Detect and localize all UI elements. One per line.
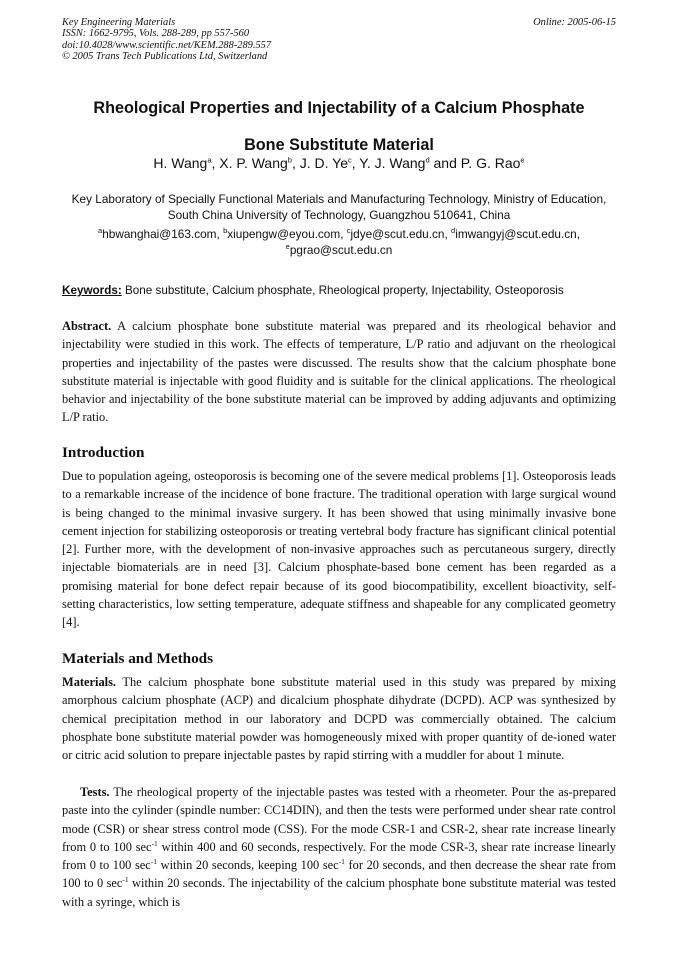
email[interactable]: $^b$xiupengw@eyou.com (223, 226, 341, 241)
abstract (62, 317, 616, 427)
author: Y. J. Wang$^d$ and (359, 155, 461, 171)
title-line-2: Bone Substitute Material (244, 136, 434, 154)
author-emails: $^a$hbwanghai@163.com, $^b$xiupengw@eyou.com, $^c$jdye@scut.edu.cn, $^d$imwangyj@scut.edu.cn, $^e$pgrao@scut.edu.cn (98, 226, 580, 257)
tests-label: Tests. (80, 785, 110, 799)
abstract-text: A calcium phosphate bone substitute material was prepared and its rheological behavior and injectability were studied in this work. The effects of temperature, L/P ratio and adjuvant on the rheological properties and injectability of the pastes were discussed. The results show that the calcium phosphate bone substitute material is injectable with good fluidity and is suitable for the clinical applications. The rheological behavior and injectability of the bone substitute material can be improved by adding adjuvants and optimizing L/P ratio. (62, 319, 616, 425)
tests-paragraph: Tests. The rheological property of the injectable pastes was tested with a rheometer. Pour the as-prepared paste into the cylinder (spindle number: CC14DIN), and then the tests were performed under shear rate control mode (CSR) or shear stress control mode (CSS). For the mode CSR-1 and CSR-2, shear rate increase linearly from 0 to 100 $\sec^{-1}$ within 400 and 60 seconds, respectively. For the mode CSR-3, shear rate increase linearly from 0 to 100 $\sec^{-1}$ within 20 seconds, keeping 100 $\sec^{-1}$ for 20 seconds, and then decrease the shear rate from 100 to 0 $\sec^{-1}$ within 20 seconds. The injectability of the calcium phosphate bone substitute material was tested with a syringe, which is (62, 785, 616, 909)
materials-methods-heading: Materials and Methods (62, 650, 214, 667)
author-list (62, 154, 616, 172)
email[interactable]: $^c$jdye@scut.edu.cn (346, 226, 445, 241)
introduction-heading: Introduction (62, 444, 145, 461)
paper-title (62, 90, 616, 164)
online-date: Online: 2005-06-15 (533, 17, 616, 28)
keywords-label: Keywords: (62, 284, 122, 297)
keywords-text: Bone substitute, Calcium phosphate, Rheological property, Injectability, Osteoporosis (121, 284, 564, 297)
email[interactable]: $^d$imwangyj@scut.edu.cn (451, 226, 577, 241)
materials-text: The calcium phosphate bone substitute material used in this study was prepared by mixing amorphous calcium phosphate (ACP) and dicalcium phosphate dihydrate (DCPD). ACP was synthesized by chemical precipitation method in our laboratory and DCPD was commercially obtained. The calcium phosphate bone substitute material powder was homogeneously mixed with proper quantity of de-ioned water or citric acid solution to prepare injectable pastes by rapid stirring with a muddler for about 1 minute. (62, 675, 616, 763)
author: J. D. Ye$^c$, (299, 155, 360, 171)
abstract-label: Abstract. (62, 319, 112, 333)
email[interactable]: $^e$pgrao@scut.edu.cn (285, 241, 393, 257)
title-line-1: Rheological Properties and Injectability of a Calcium Phosphate (93, 99, 585, 117)
materials-paragraph (62, 673, 616, 764)
journal-issn: ISSN: 1662-9795, Vols. 288-289, pp 557-560 (62, 28, 250, 40)
materials-label: Materials. (62, 675, 117, 689)
author: P. G. Rao$^e$ (460, 155, 525, 171)
journal-name: Key Engineering Materials (62, 17, 176, 28)
journal-doi: doi:10.4028/www.scientific.net/KEM.288-289.557 (62, 39, 272, 51)
affiliation: Key Laboratory of Specially Functional Materials and Manufacturing Technology, Ministry of Education, South China University of Technology, Guangzhou 510641, China (71, 192, 607, 222)
email[interactable]: $^a$hbwanghai@163.com (98, 226, 217, 241)
author: H. Wang$^a$, (153, 155, 220, 171)
introduction-text: Due to population ageing, osteoporosis is becoming one of the severe medical problems [1]. Osteoporosis leads to a remarkable increase of the incidence of bone fracture. The traditional operation with large surgical wound is being changed to the minimal invasive surgery. It has been showed that using minimally invasive bone cement injection for stabilizing osteoporosis or treating vertebral body fracture has significant clinical potential [2]. Further more, with the development of non-invasive approaches such as percutaneous surgery, directly injectable biomaterials are in need [3]. Calcium phosphate-based bone cement has been regarded as a promising material for bone defect repair because of its good biocompatibility, excellent bioactivity, self-setting characteristics, low setting temperature, adequate stiffness and shapeable for any complicated geometry [4]. (62, 469, 616, 630)
journal-header (62, 17, 616, 63)
journal-copyright: © 2005 Trans Tech Publications Ltd, Switzerland (62, 51, 268, 63)
keywords (62, 283, 638, 298)
author: X. P. Wang$^b$, (219, 155, 300, 171)
